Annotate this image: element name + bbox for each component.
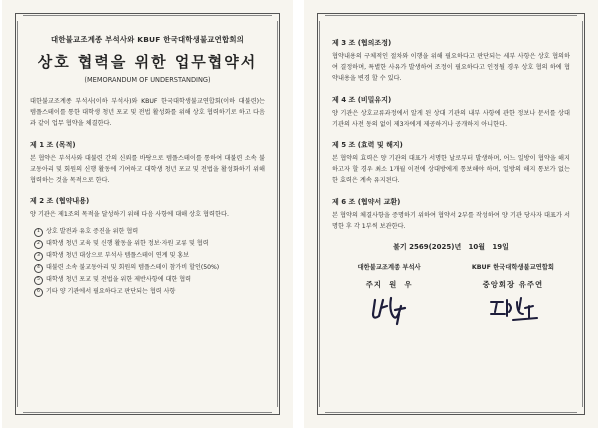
article-2-body: 양 기관은 제1조의 목적을 달성하기 위해 다음 사항에 대해 상호 협력한다.: [30, 211, 229, 219]
item-number-badge: 5: [34, 276, 43, 285]
agreement-title: 상호 협력을 위한 업무협약서: [37, 53, 258, 71]
cooperation-item: [34, 238, 265, 250]
signatory-organization: KBUF 한국대학생불교연합회: [471, 264, 554, 272]
item-number-badge: 3: [34, 252, 43, 261]
right-page: [304, 0, 598, 428]
left-page-border: [15, 13, 280, 415]
agreement-intro: 대한불교조계종 부석사(이하 부석사)와 KBUF 한국대학생불교연합회(이하 대불련)는 템플스테이를 통한 대학생 청년 포교 및 전법 활성화를 위해 상호 협력하기로 하고 다음과 같이 업무 협약을 체결한다.: [30, 98, 265, 128]
cooperation-item-text: 기타 양 기관에서 필요하다고 판단되는 협력 사항: [46, 288, 176, 296]
cooperation-item: [34, 226, 265, 238]
signatory-name: 중앙회장 유주연: [482, 280, 544, 290]
border-corner: [272, 13, 280, 21]
item-number-badge: 6: [34, 288, 43, 297]
signatory-name: 주지 원 우: [365, 280, 413, 290]
cooperation-item-text: 대학생 청년 교육 및 신행 활동을 위한 정보·자원 교류 및 협력: [46, 240, 209, 248]
cooperation-item-text: 대학생 청년 포교 및 전법을 위한 제반사항에 대한 협력: [46, 276, 192, 284]
cooperation-item: [34, 250, 265, 262]
item-number-badge: 4: [34, 264, 43, 273]
border-corner: [15, 13, 23, 21]
cooperation-item-text: 상호 발전과 유호 증진을 위한 협력: [46, 228, 139, 236]
border-corner: [577, 13, 585, 21]
signature-section: [332, 262, 570, 326]
cooperation-item-text: 대학생 청년 대상으로 부석사 템플스테이 연계 및 홍보: [46, 252, 190, 260]
cooperation-item-list: [30, 226, 265, 298]
right-page-border: [317, 13, 585, 415]
agreement-english-title: (MEMORANDUM OF UNDERSTANDING): [84, 76, 211, 84]
handwritten-signature-icon: [361, 292, 417, 326]
article-4-heading: 제 4 조 (비밀유지): [332, 95, 392, 104]
border-corner: [272, 407, 280, 415]
article-1-body: 본 협약은 부석사와 대불련 간의 신뢰를 바탕으로 템플스테이를 통하여 대불련 소속 불교동아리 및 회원의 신행 활동에 기여하고 대학생 청년 포교 및 전법을 활성화하기 위해 협력하는 것을 목적으로 한다.: [30, 154, 265, 185]
border-corner: [317, 407, 325, 415]
item-number-badge: 1: [34, 228, 43, 237]
article-1-heading: 제 1 조 (목적): [30, 140, 76, 149]
article-5-heading: 제 5 조 (효력 및 해지): [332, 141, 403, 150]
signatory-kbuf: [456, 262, 570, 326]
signatory-busoksa: [332, 262, 446, 326]
signatory-organization: 대한불교조계종 부석사: [357, 264, 421, 272]
article-4-body: 양 기관은 상호교류과정에서 알게 된 상대 기관의 내부 사항에 관한 정보나 문서를 상대 기관의 사전 동의 없이 제3자에게 제공하거나 공개하지 아니한다.: [332, 109, 570, 128]
article-3-body: 협약내용의 구체적인 절차와 이행을 위해 필요하다고 판단되는 세부 사항은 상호 협의하여 결정하며, 특별한 사유가 발생하여 조정이 필요하다고 인정될 경우 상호 협의 하에 협약내용을 변경 할 수 있다.: [332, 53, 570, 83]
article-6-body: 본 협약의 체결사항을 증명하기 위하여 협약서 2부를 작성하여 양 기관 당사자 대표가 서명한 후 각 1부씩 보관한다.: [332, 211, 570, 230]
cooperation-item-text: 대불련 소속 불교동아리 및 회원의 템플스테이 참가비 할인(50%): [46, 264, 220, 272]
cooperation-item: [34, 274, 265, 286]
border-corner: [15, 407, 23, 415]
article-3-heading: 제 3 조 (협의조정): [332, 39, 392, 47]
border-corner: [317, 13, 325, 21]
article-2-heading: 제 2 조 (협약내용): [30, 197, 90, 206]
cooperation-item: [34, 262, 265, 274]
cooperation-item: [34, 286, 265, 298]
agreement-date: 불기 2569(2025)년 10월 19일: [393, 243, 509, 252]
border-corner: [577, 407, 585, 415]
left-page: [2, 0, 293, 428]
article-5-body: 본 협약의 효력은 양 기관의 대표가 서명한 날로부터 발생하며, 어느 일방이 협약을 해지하고자 할 경우 최소 1개월 이전에 상대방에게 통보해야 하며, 일방의 해지 통보가 없는 한 효력은 계속 유지된다.: [332, 155, 570, 185]
item-number-badge: 2: [34, 240, 43, 249]
article-6-heading: 제 6 조 (협약서 교환): [332, 197, 401, 206]
agreement-subheading: 대한불교조계종 부석사와 KBUF 한국대학생불교연합회의: [51, 35, 244, 44]
handwritten-signature-icon: [483, 292, 543, 326]
